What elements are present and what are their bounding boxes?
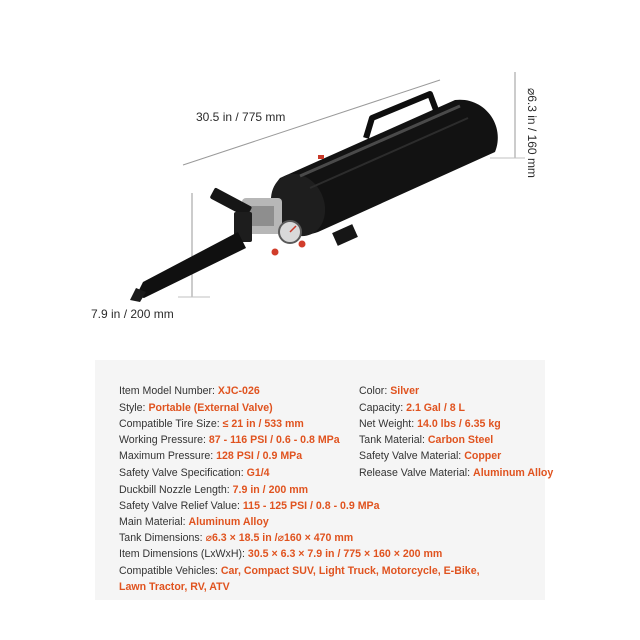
spec-model-number bbox=[119, 385, 260, 398]
spec-value: ≤ 21 in / 533 mm bbox=[222, 418, 304, 430]
spec-value: XJC-026 bbox=[217, 385, 260, 397]
spec-compatible-vehicles bbox=[119, 565, 480, 578]
spec-net-weight bbox=[359, 418, 501, 431]
spec-style bbox=[119, 402, 273, 415]
valve-assembly bbox=[210, 187, 282, 242]
spec-value: Aluminum Alloy bbox=[188, 516, 269, 528]
spec-label: Tank Dimensions: bbox=[119, 532, 203, 544]
spec-value: Portable (External Valve) bbox=[148, 402, 273, 414]
spec-label: Release Valve Material: bbox=[359, 467, 471, 479]
tank-foot bbox=[332, 224, 358, 246]
spec-main-material bbox=[119, 516, 269, 529]
spec-release-valve-material bbox=[359, 467, 553, 480]
spec-value: 2.1 Gal / 8 L bbox=[406, 402, 466, 414]
spec-label: Tank Material: bbox=[359, 434, 425, 446]
spec-label: Working Pressure: bbox=[119, 434, 206, 446]
spec-value: 14.0 lbs / 6.35 kg bbox=[417, 418, 501, 430]
spec-label: Style: bbox=[119, 402, 146, 414]
spec-tire-size bbox=[119, 418, 304, 431]
spec-working-pressure bbox=[119, 434, 340, 447]
spec-label: Net Weight: bbox=[359, 418, 415, 430]
spec-label: Capacity: bbox=[359, 402, 404, 414]
spec-label: Safety Valve Relief Value: bbox=[119, 500, 240, 512]
fitting-red-left bbox=[272, 249, 279, 256]
spec-label: Compatible Vehicles: bbox=[119, 565, 218, 577]
spec-label: Maximum Pressure: bbox=[119, 450, 214, 462]
spec-value: Aluminum Alloy bbox=[473, 467, 554, 479]
spec-value: Car, Compact SUV, Light Truck, Motorcycle, E-Bike, bbox=[220, 565, 480, 577]
spec-compatible-vehicles-line2 bbox=[119, 581, 230, 594]
spec-label: Safety Valve Material: bbox=[359, 450, 462, 462]
spec-label: Color: bbox=[359, 385, 388, 397]
spec-relief-value bbox=[119, 500, 380, 513]
spec-label: Item Dimensions (LxWxH): bbox=[119, 548, 245, 560]
spec-label: Compatible Tire Size: bbox=[119, 418, 220, 430]
fitting-red-right bbox=[299, 241, 306, 248]
specifications-card bbox=[95, 360, 554, 600]
spec-label: Duckbill Nozzle Length: bbox=[119, 484, 230, 496]
spec-safety-valve-spec bbox=[119, 467, 270, 480]
spec-safety-valve-material bbox=[359, 450, 501, 463]
spec-value: Carbon Steel bbox=[427, 434, 494, 446]
spec-capacity bbox=[359, 402, 465, 415]
spec-tank-dimensions bbox=[119, 532, 353, 545]
spec-value: Lawn Tractor, RV, ATV bbox=[119, 581, 230, 593]
spec-value: 30.5 × 6.3 × 7.9 in / 775 × 160 × 200 mm bbox=[247, 548, 443, 560]
tank-label-mark bbox=[318, 155, 324, 159]
spec-value: 7.9 in / 200 mm bbox=[232, 484, 309, 496]
spec-value: 115 - 125 PSI / 0.8 - 0.9 MPa bbox=[242, 500, 380, 512]
spec-value: ⌀6.3 × 18.5 in /⌀160 × 470 mm bbox=[205, 532, 354, 544]
spec-value: Silver bbox=[390, 385, 420, 397]
length-dimension-label: 30.5 in / 775 mm bbox=[196, 110, 286, 124]
height-dimension-label: 7.9 in / 200 mm bbox=[91, 307, 174, 321]
spec-tank-material bbox=[359, 434, 493, 447]
spec-max-pressure bbox=[119, 450, 302, 463]
spec-color bbox=[359, 385, 419, 398]
spec-label: Main Material: bbox=[119, 516, 186, 528]
spec-value: G1/4 bbox=[246, 467, 270, 479]
spec-value: 128 PSI / 0.9 MPa bbox=[216, 450, 303, 462]
spec-label: Safety Valve Specification: bbox=[119, 467, 244, 479]
spec-nozzle-length bbox=[119, 484, 308, 497]
spec-value: Copper bbox=[464, 450, 502, 462]
duckbill-nozzle bbox=[130, 232, 246, 302]
spec-label: Item Model Number: bbox=[119, 385, 215, 397]
diameter-dimension-label: ⌀6.3 in / 160 mm bbox=[525, 88, 539, 178]
pressure-gauge bbox=[279, 221, 301, 243]
spec-value: 87 - 116 PSI / 0.6 - 0.8 MPa bbox=[208, 434, 340, 446]
spec-item-dimensions bbox=[119, 548, 442, 561]
